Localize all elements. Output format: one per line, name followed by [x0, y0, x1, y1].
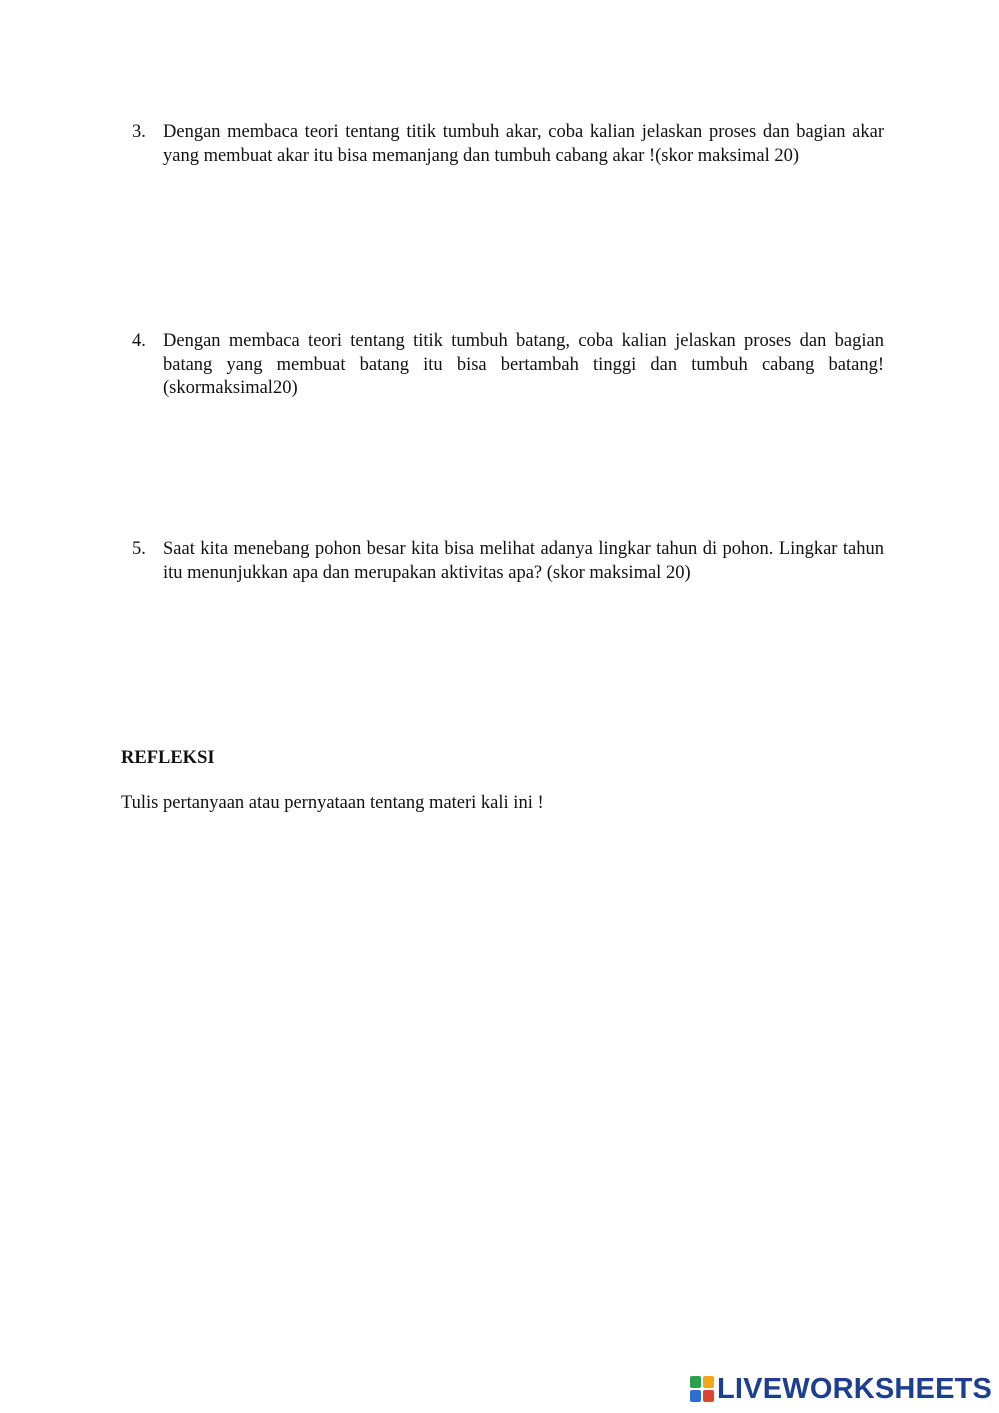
refleksi-prompt: Tulis pertanyaan atau pernyataan tentang materi kali ini !	[121, 793, 544, 813]
question-text: Saat kita menebang pohon besar kita bisa melihat adanya lingkar tahun di pohon. Lingkar tahun itu menunjukkan apa dan merupakan aktivitas apa? (skor maksimal 20)	[163, 539, 884, 583]
brand-wordmark: LIVEWORKSHEETS	[717, 1373, 993, 1405]
question-text: Dengan membaca teori tentang titik tumbuh akar, coba kalian jelaskan proses dan bagian akar yang membuat akar itu bisa memanjang dan tumbuh cabang akar !(skor maksimal 20)	[163, 122, 884, 166]
question-number: 5.	[132, 539, 146, 559]
refleksi-heading: REFLEKSI	[121, 748, 215, 768]
liveworksheets-logo-icon	[690, 1376, 714, 1402]
question-4	[126, 330, 884, 401]
question-3	[126, 121, 884, 168]
liveworksheets-brand	[690, 1373, 992, 1405]
question-number: 4.	[132, 331, 146, 351]
question-5	[126, 538, 884, 585]
question-number: 3.	[132, 122, 146, 142]
question-text: Dengan membaca teori tentang titik tumbuh batang, coba kalian jelaskan proses dan bagian batang yang membuat batang itu bisa bertambah tinggi dan tumbuh cabang batang!(skormaksimal20)	[163, 331, 884, 398]
